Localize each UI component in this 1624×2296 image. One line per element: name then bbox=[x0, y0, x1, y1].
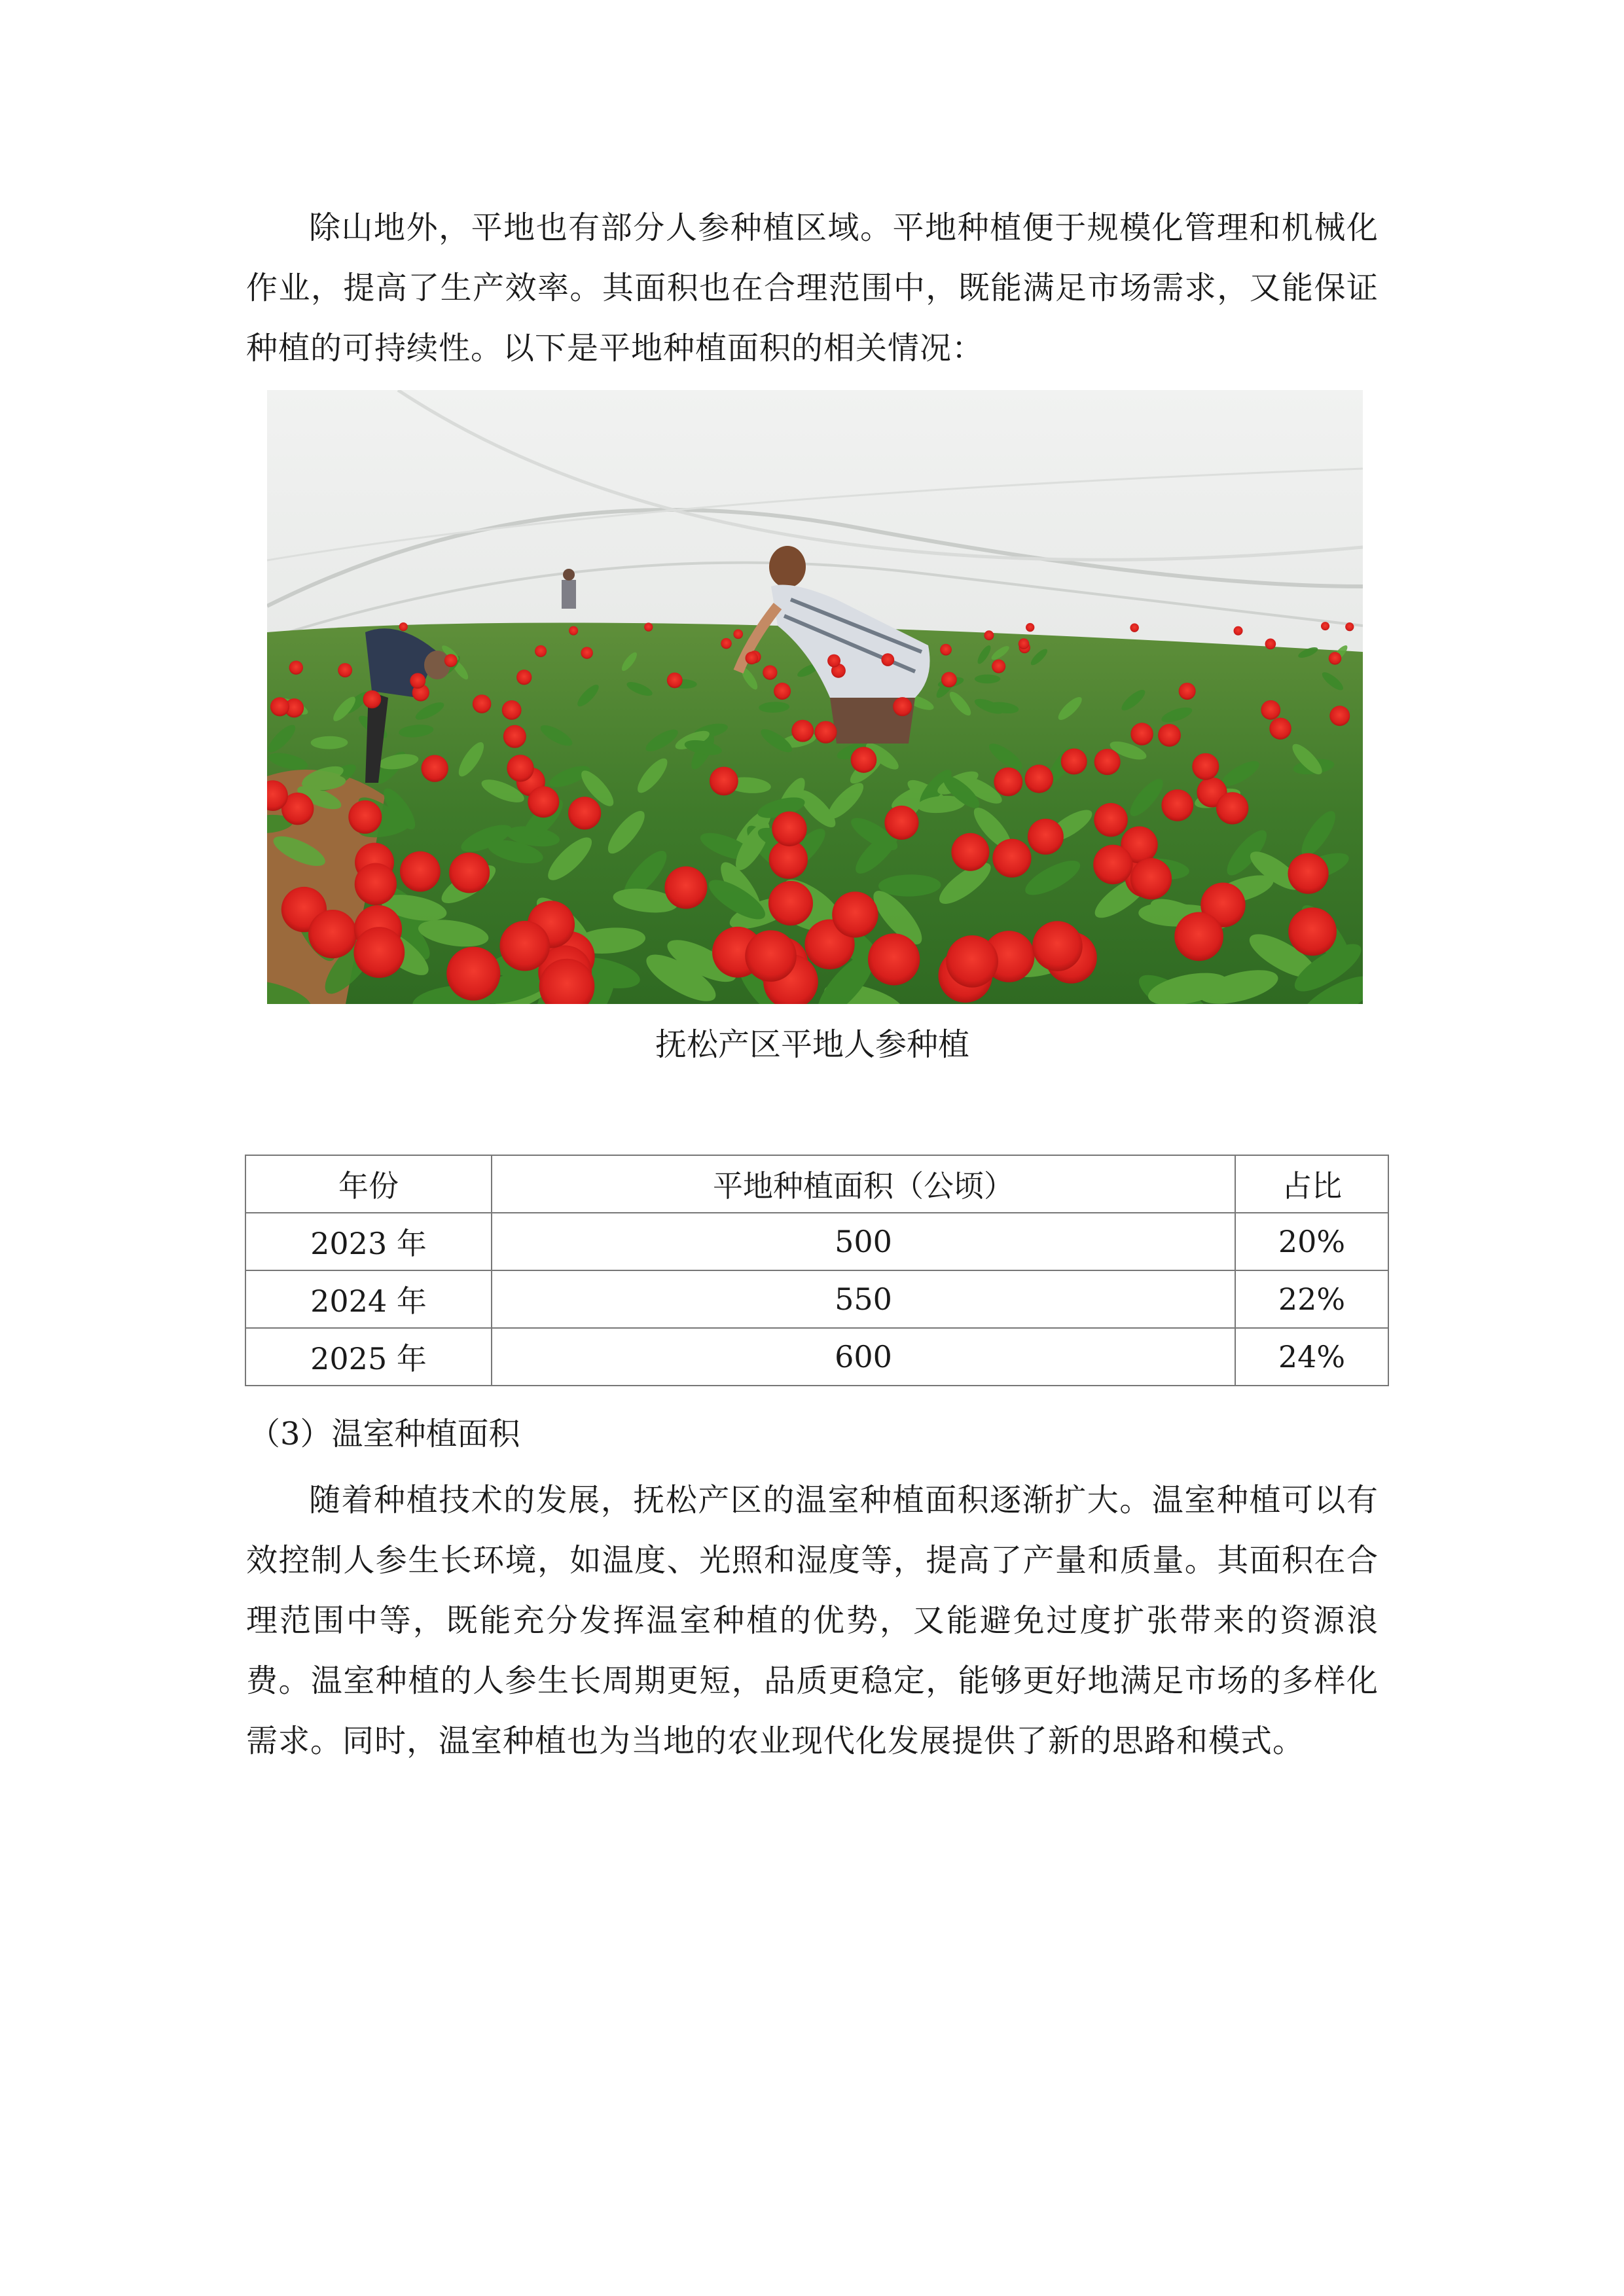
table-row bbox=[245, 1328, 1388, 1386]
cell-year: 2025 年 bbox=[245, 1328, 492, 1386]
ginseng-field-photo bbox=[267, 390, 1363, 1004]
cell-share: 20% bbox=[1235, 1213, 1388, 1270]
cell-area: 550 bbox=[492, 1270, 1235, 1328]
worker-figure-far bbox=[562, 569, 576, 609]
table-row bbox=[245, 1213, 1388, 1270]
table-header-row bbox=[245, 1155, 1388, 1213]
intro-paragraph: 除山地外，平地也有部分人参种植区域。平地种植便于规模化管理和机械化作业，提高了生产效率。其面积也在合理范围中，既能满足市场需求，又能保证种植的可持续性。以下是平地种植面积的相关情况： bbox=[246, 209, 1379, 367]
section-heading: （3）温室种植面积 bbox=[249, 1416, 520, 1452]
cell-year: 2024 年 bbox=[245, 1270, 492, 1328]
header-share: 占比 bbox=[1235, 1155, 1388, 1213]
table-row bbox=[245, 1270, 1388, 1328]
cell-area: 500 bbox=[492, 1213, 1235, 1270]
greenhouse-paragraph: 随着种植技术的发展，抚松产区的温室种植面积逐渐扩大。温室种植可以有效控制人参生长环境，如温度、光照和湿度等，提高了产量和质量。其面积在合理范围中等，既能充分发挥温室种植的优势，又能避免过度扩张带来的资源浪费。温室种植的人参生长周期更短，品质更稳定，能够更好地满足市场的多样化需求。同时，温室种植也为当地的农业现代化发展提供了新的思路和模式。 bbox=[246, 1482, 1379, 1759]
flatland-area-table bbox=[245, 1155, 1389, 1386]
cell-year: 2023 年 bbox=[245, 1213, 492, 1270]
figure-caption: 抚松产区平地人参种植 bbox=[655, 1026, 969, 1063]
header-year: 年份 bbox=[245, 1155, 492, 1213]
header-area: 平地种植面积（公顷） bbox=[492, 1155, 1235, 1213]
cell-share: 22% bbox=[1235, 1270, 1388, 1328]
cell-share: 24% bbox=[1235, 1328, 1388, 1386]
cell-area: 600 bbox=[492, 1328, 1235, 1386]
